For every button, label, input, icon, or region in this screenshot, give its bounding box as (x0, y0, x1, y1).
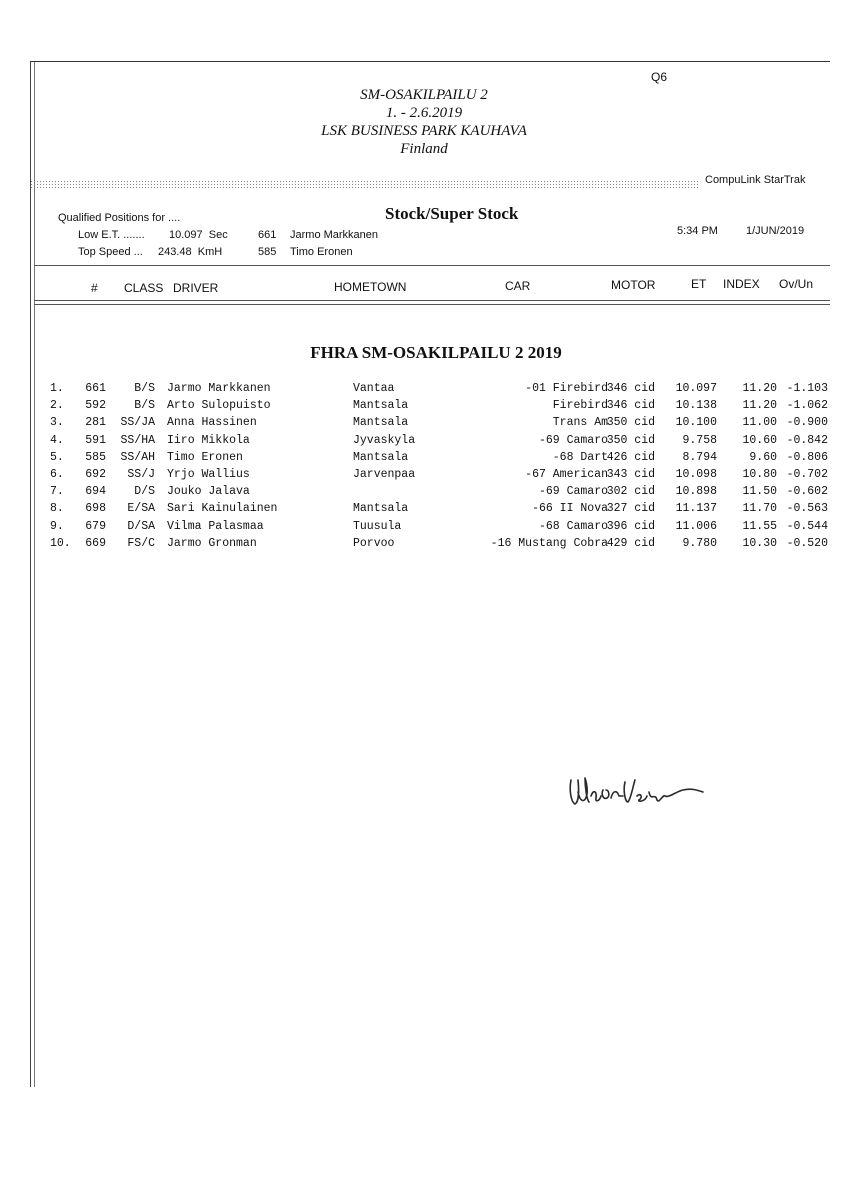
cell-num: 669 (85, 536, 106, 550)
cell-ovun: -0.544 (786, 519, 828, 533)
cell-ovun: -1.062 (786, 399, 828, 413)
cell-driver: Jarmo Markkanen (167, 382, 271, 395)
table-row (0, 468, 848, 485)
top-border-line (30, 61, 830, 62)
header-rule-top (34, 265, 830, 266)
low-et-value: 10.097 Sec (169, 229, 228, 241)
cell-et: 10.100 (675, 416, 717, 430)
cell-index: 11.20 (742, 382, 777, 395)
table-row (0, 416, 848, 433)
cell-ovun: -0.806 (786, 450, 828, 464)
cell-num: 661 (85, 382, 106, 395)
cell-hometown: Tuusula (353, 519, 402, 533)
cell-car: -69 Camaro (538, 485, 608, 499)
table-row (0, 451, 848, 468)
top-speed-number: 585 (258, 246, 277, 258)
top-speed-driver: Timo Eronen (290, 246, 353, 258)
col-header-motor: MOTOR (611, 278, 656, 292)
cell-index: 11.70 (742, 502, 777, 516)
top-speed-label: Top Speed ... (78, 246, 143, 258)
cell-num: 694 (85, 485, 106, 499)
cell-car: -16 Mustang Cobra (490, 536, 608, 550)
col-header-class: CLASS (124, 281, 164, 295)
cell-index: 9.60 (749, 450, 777, 464)
cell-hometown: Porvoo (353, 536, 395, 550)
table-row (0, 382, 848, 399)
cell-cls: D/S (134, 485, 155, 499)
cell-motor: 346 cid (606, 382, 655, 395)
cell-car: -68 Dart (552, 450, 608, 464)
cell-driver: Anna Hassinen (167, 416, 257, 430)
cell-hometown: Mantsala (353, 416, 409, 430)
cell-pos: 7. (50, 485, 64, 499)
cell-hometown: Vantaa (353, 382, 395, 395)
cell-num: 591 (85, 433, 106, 447)
cell-hometown: Jarvenpaa (353, 468, 416, 481)
table-row (0, 399, 848, 416)
cell-hometown: Mantsala (353, 399, 409, 413)
cell-hometown: Mantsala (353, 450, 409, 464)
section-title: FHRA SM-OSAKILPAILU 2 2019 (310, 343, 562, 362)
cell-et: 8.794 (682, 450, 717, 464)
cell-et: 10.898 (675, 485, 717, 499)
cell-cls: SS/J (127, 468, 155, 481)
cell-et: 10.098 (675, 468, 717, 481)
cell-motor: 346 cid (606, 399, 655, 413)
cell-pos: 6. (50, 468, 64, 481)
cell-cls: SS/JA (120, 416, 155, 430)
cell-driver: Sari Kainulainen (167, 502, 278, 516)
cell-motor: 426 cid (606, 450, 655, 464)
low-et-driver: Jarmo Markkanen (290, 229, 379, 241)
cell-pos: 2. (50, 399, 64, 413)
cell-cls: B/S (134, 399, 155, 413)
cell-ovun: -0.842 (786, 433, 828, 447)
cell-index: 10.30 (742, 536, 777, 550)
cell-motor: 350 cid (606, 433, 655, 447)
left-border-line (30, 62, 31, 1087)
cell-car: -68 Camaro (538, 519, 608, 533)
cell-pos: 8. (50, 502, 64, 516)
cell-index: 10.80 (742, 468, 777, 481)
cell-pos: 10. (50, 536, 71, 550)
cell-index: 11.50 (742, 485, 777, 499)
event-venue: LSK BUSINESS PARK KAUHAVA (321, 123, 527, 139)
cell-index: 10.60 (742, 433, 777, 447)
event-dates: 1. - 2.6.2019 (385, 105, 463, 121)
left-border-line-inner (34, 62, 35, 1087)
cell-driver: Arto Sulopuisto (167, 399, 271, 413)
table-row (0, 502, 848, 519)
col-header-hometown: HOMETOWN (334, 280, 407, 294)
category-title: Stock/Super Stock (385, 204, 519, 223)
cell-motor: 302 cid (606, 485, 655, 499)
header-rule-bottom (34, 300, 830, 301)
table-row (0, 485, 848, 502)
cell-pos: 3. (50, 416, 64, 430)
cell-ovun: -0.602 (786, 485, 828, 499)
qualified-label: Qualified Positions for .... (58, 212, 181, 224)
cell-pos: 9. (50, 519, 64, 533)
cell-num: 679 (85, 519, 106, 533)
cell-car: -66 II Nova (532, 502, 608, 516)
event-country: Finland (400, 141, 448, 157)
cell-motor: 343 cid (606, 468, 655, 481)
cell-num: 698 (85, 502, 106, 516)
cell-cls: D/SA (127, 519, 155, 533)
col-header-et: ET (691, 277, 707, 291)
cell-cls: FS/C (127, 536, 155, 550)
cell-driver: Timo Eronen (167, 450, 243, 464)
cell-car: -01 Firebird (525, 382, 608, 395)
document-code: Q6 (651, 70, 668, 84)
cell-driver: Vilma Palasmaa (167, 519, 264, 533)
event-title: SM-OSAKILPAILU 2 (360, 87, 488, 103)
cell-et: 10.097 (675, 382, 717, 395)
cell-car: Firebird (552, 399, 608, 413)
cell-cls: SS/HA (120, 433, 155, 447)
cell-num: 585 (85, 450, 106, 464)
cell-motor: 350 cid (606, 416, 655, 430)
cell-car: -67 American (525, 468, 608, 481)
cell-num: 592 (85, 399, 106, 413)
cell-et: 11.006 (675, 519, 717, 533)
cell-cls: SS/AH (120, 450, 155, 464)
cell-cls: B/S (134, 382, 155, 395)
cell-index: 11.20 (742, 399, 777, 413)
cell-num: 692 (85, 468, 106, 481)
cell-ovun: -0.563 (786, 502, 828, 516)
cell-pos: 5. (50, 450, 64, 464)
cell-driver: Jarmo Gronman (167, 536, 257, 550)
cell-ovun: -0.702 (786, 468, 828, 481)
header-rule-bottom-2 (34, 304, 830, 305)
cell-motor: 327 cid (606, 502, 655, 516)
cell-driver: Yrjo Wallius (167, 468, 250, 481)
table-row (0, 520, 848, 537)
table-row (0, 434, 848, 451)
low-et-label: Low E.T. ....... (78, 229, 145, 241)
cell-motor: 396 cid (606, 519, 655, 533)
cell-motor: 429 cid (606, 536, 655, 550)
cell-driver: Jouko Jalava (167, 485, 250, 499)
cell-et: 11.137 (675, 502, 717, 516)
cell-et: 10.138 (675, 399, 717, 413)
low-et-number: 661 (258, 229, 277, 241)
col-header-index: INDEX (723, 277, 760, 291)
cell-ovun: -1.103 (786, 382, 828, 395)
col-header-car: CAR (505, 279, 531, 293)
system-label: CompuLink StarTrak (705, 174, 806, 186)
dotted-separator-band (30, 180, 698, 188)
top-speed-value: 243.48 KmH (158, 246, 223, 258)
report-date: 1/JUN/2019 (746, 225, 805, 237)
col-header-driver: DRIVER (173, 281, 219, 295)
cell-index: 11.55 (742, 519, 777, 533)
cell-ovun: -0.900 (786, 416, 828, 430)
cell-car: Trans Am (552, 416, 608, 430)
signature-image (565, 768, 715, 818)
cell-pos: 1. (50, 382, 64, 395)
cell-driver: Iiro Mikkola (167, 433, 250, 447)
cell-hometown: Mantsala (353, 502, 409, 516)
cell-cls: E/SA (127, 502, 155, 516)
cell-index: 11.00 (742, 416, 777, 430)
cell-et: 9.758 (682, 433, 717, 447)
col-header-num: # (91, 281, 98, 295)
cell-et: 9.780 (682, 536, 717, 550)
report-time: 5:34 PM (677, 225, 718, 237)
cell-car: -69 Camaro (538, 433, 608, 447)
table-row (0, 537, 848, 554)
cell-pos: 4. (50, 433, 64, 447)
col-header-ovun: Ov/Un (779, 277, 814, 291)
cell-num: 281 (85, 416, 106, 430)
cell-hometown: Jyvaskyla (353, 433, 416, 447)
cell-ovun: -0.520 (786, 536, 828, 550)
